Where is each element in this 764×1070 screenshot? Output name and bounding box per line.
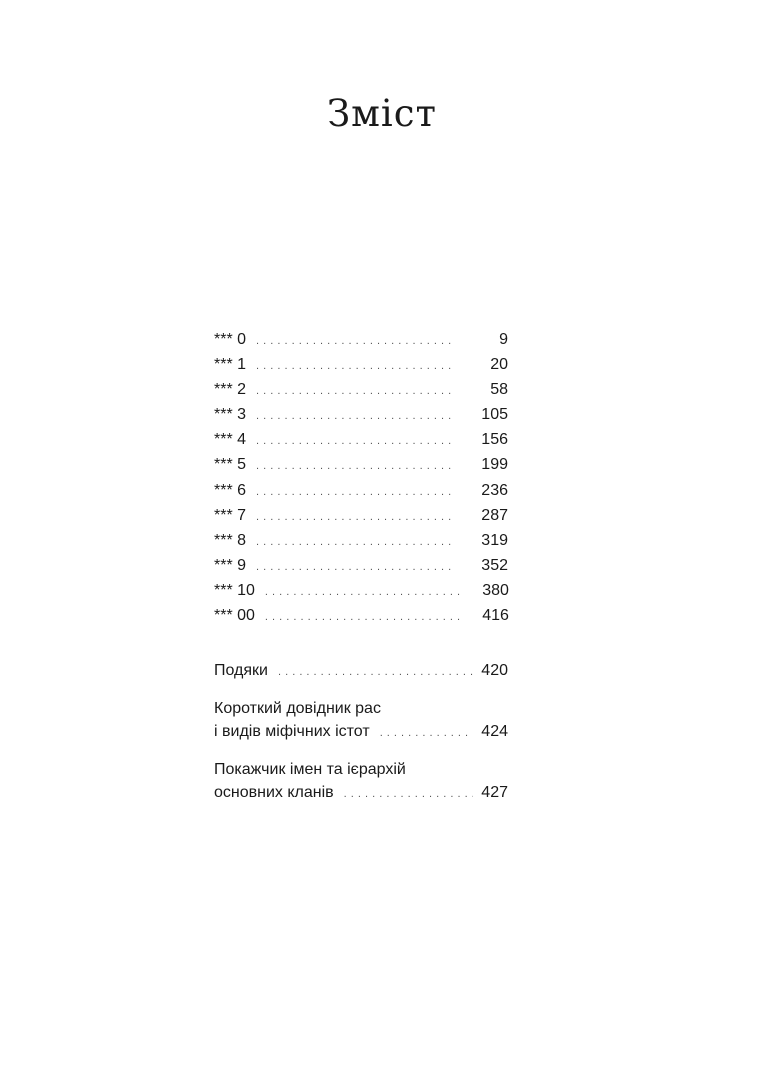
dot-leader: [256, 505, 452, 530]
page-title: Зміст: [327, 92, 437, 135]
toc-entry-label: *** 00: [214, 607, 255, 625]
dot-leader: [265, 605, 461, 630]
toc-entry[interactable]: [214, 427, 508, 452]
appendix-entry-label: Короткий довідник рас: [214, 700, 381, 717]
toc-entry-label: *** 8: [214, 531, 247, 549]
toc-entry[interactable]: [214, 452, 508, 477]
appendix-entry-page: 420: [481, 662, 508, 679]
dot-leader: [265, 580, 461, 605]
appendix-entry-acknowledgements[interactable]: [214, 659, 508, 684]
toc-entry-label: *** 5: [214, 456, 247, 474]
toc-entry-label: *** 6: [214, 481, 247, 499]
toc-entry-page: 287: [481, 506, 508, 524]
toc-entry-page: 20: [490, 356, 508, 374]
toc-entry-label: *** 4: [214, 431, 247, 449]
dot-leader: [256, 404, 452, 429]
chapter-list: [214, 327, 508, 628]
toc-entry-label: *** 2: [214, 381, 247, 399]
appendix-entry-page: 427: [481, 784, 508, 801]
toc-entry-label: *** 1: [214, 356, 247, 374]
dot-leader: [256, 480, 452, 505]
appendix-entry-label: Подяки: [214, 662, 268, 679]
toc-entry-page: 156: [481, 431, 508, 449]
toc-entry-page: 105: [481, 406, 508, 424]
toc-entry-label: *** 10: [214, 581, 255, 599]
toc-entry[interactable]: [214, 377, 508, 402]
toc-entry-label: *** 3: [214, 406, 247, 424]
dot-leader: [256, 429, 452, 454]
dot-leader: [256, 329, 452, 354]
toc-entry[interactable]: [214, 578, 508, 603]
dot-leader: [344, 783, 474, 806]
dot-leader: [380, 722, 474, 745]
toc-entry[interactable]: [214, 503, 508, 528]
toc-entry[interactable]: [214, 478, 508, 503]
toc-entry[interactable]: [214, 352, 508, 377]
dot-leader: [256, 379, 452, 404]
toc-entry-page: 199: [481, 456, 508, 474]
dot-leader: [278, 661, 473, 684]
toc-entry-page: 319: [481, 531, 508, 549]
appendix-entry-names-index[interactable]: [214, 758, 508, 806]
appendix-entry-races-guide[interactable]: [214, 697, 508, 745]
dot-leader: [256, 454, 452, 479]
appendix-entry-page: 424: [481, 723, 508, 740]
toc-entry-page: 352: [481, 556, 508, 574]
appendix-list: [214, 659, 508, 819]
dot-leader: [256, 555, 452, 580]
dot-leader: [256, 530, 452, 555]
toc-entry-page: 380: [482, 581, 509, 599]
toc-entry-label: *** 7: [214, 506, 247, 524]
toc-entry-page: 9: [499, 331, 508, 348]
toc-entry-label: *** 9: [214, 556, 247, 574]
toc-entry[interactable]: [214, 603, 508, 628]
dot-leader: [256, 354, 452, 379]
toc-entry-page: 58: [490, 381, 508, 399]
toc-entry-page: 416: [482, 607, 509, 625]
toc-entry[interactable]: [214, 402, 508, 427]
toc-entry-label: *** 0: [214, 331, 247, 348]
appendix-entry-label: Покажчик імен та ієрархій: [214, 761, 406, 778]
toc-entry[interactable]: [214, 553, 508, 578]
toc-entry-page: 236: [481, 481, 508, 499]
toc-entry[interactable]: [214, 327, 508, 352]
toc-entry[interactable]: [214, 528, 508, 553]
appendix-entry-label: і видів міфічних істот: [214, 723, 370, 740]
appendix-entry-label: основних кланів: [214, 784, 334, 801]
